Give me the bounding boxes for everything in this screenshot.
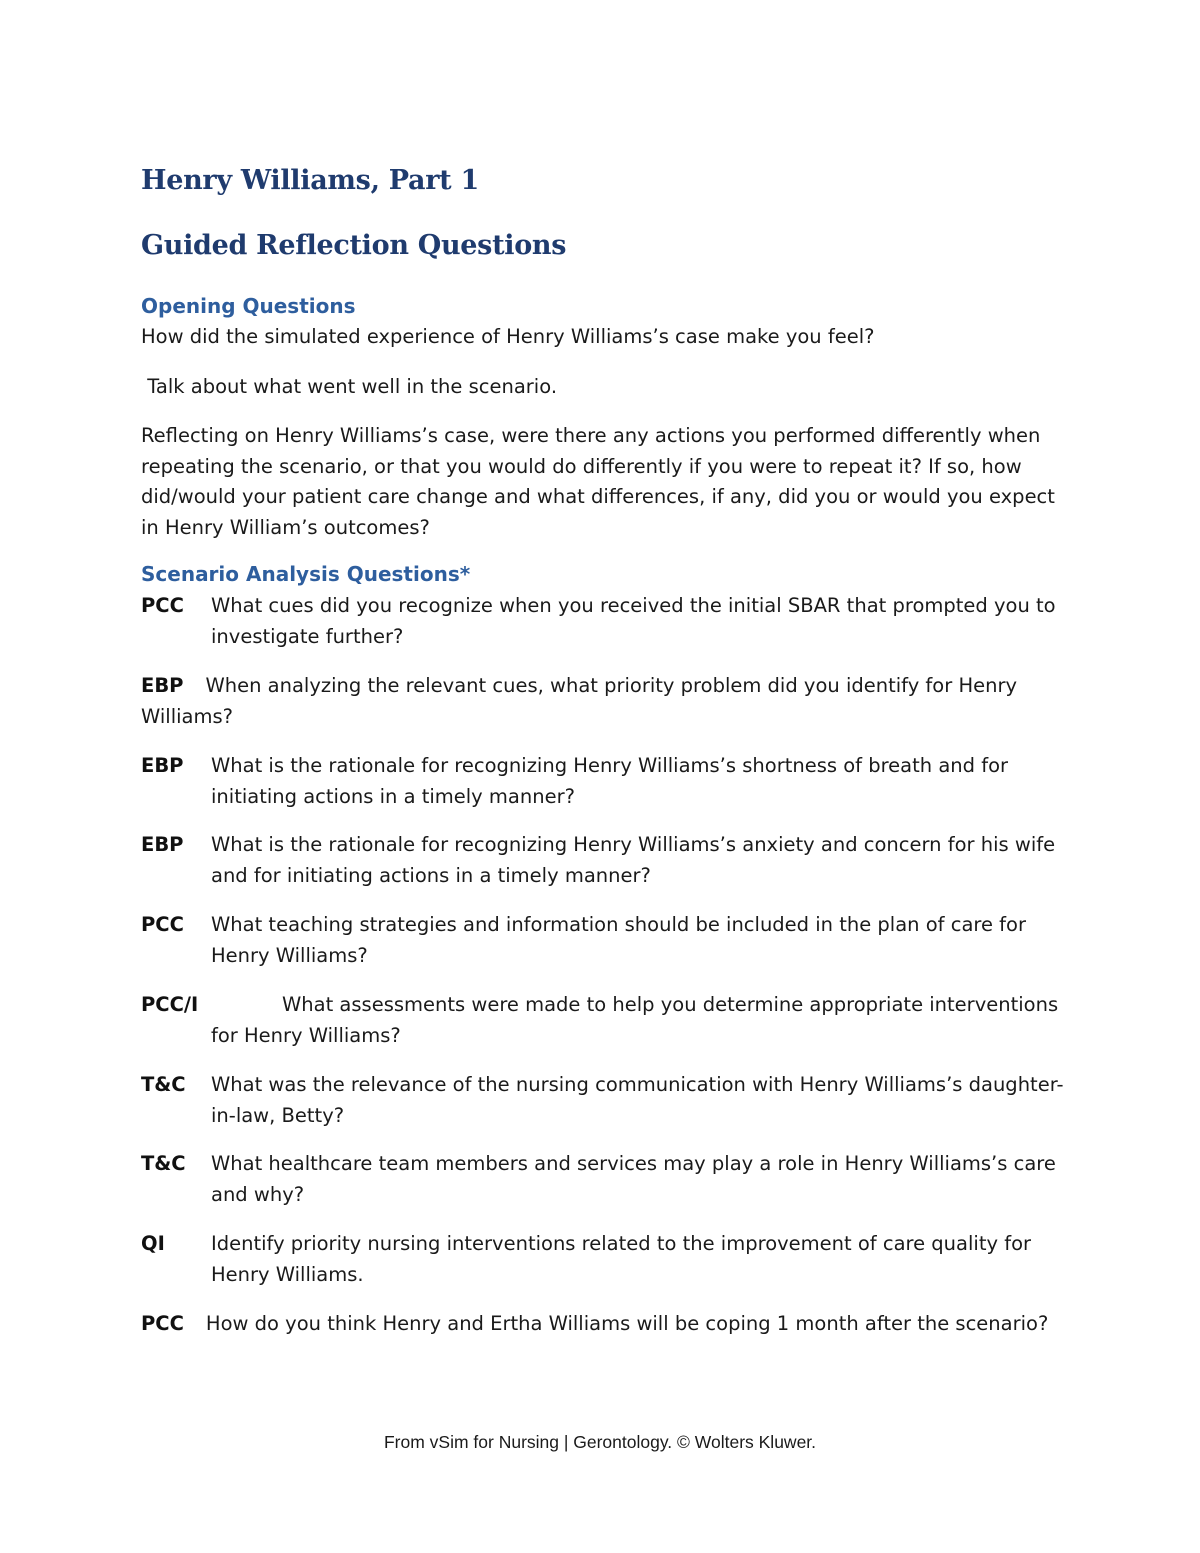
- question-code: EBP: [141, 754, 184, 777]
- question-code: QI: [141, 1232, 165, 1255]
- question-code: PCC: [141, 913, 184, 936]
- question-text: What healthcare team members and services may play a role in Henry Williams’s care and why?: [211, 1152, 1056, 1206]
- page-footer: From vSim for Nursing | Gerontology. © Wolters Kluwer.: [383, 1432, 817, 1452]
- question-text: What is the rationale for recognizing Henry Williams’s shortness of breath and for initiating actions in a timely manner?: [211, 754, 1009, 808]
- analysis-question-10: [141, 1309, 1066, 1340]
- scenario-analysis-heading: Scenario Analysis Questions*: [141, 562, 471, 586]
- opening-question-3: Reflecting on Henry Williams’s case, were there any actions you performed differently when repeating the scenario, or that you would do differently if you were to repeat it? If so, how did/would your patient care change and what differences, if any, did you or would you expect in Henry William’s outcomes?: [141, 424, 1055, 539]
- question-text: What was the relevance of the nursing communication with Henry Williams’s daughter-in-law, Betty?: [211, 1073, 1064, 1127]
- question-code: T&C: [141, 1152, 186, 1175]
- analysis-question-7: [141, 1070, 1066, 1131]
- analysis-question-9: [141, 1229, 1066, 1290]
- question-text: What cues did you recognize when you received the initial SBAR that prompted you to investigate further?: [211, 594, 1056, 648]
- question-text: Identify priority nursing interventions related to the improvement of care quality for Henry Williams.: [211, 1232, 1032, 1286]
- analysis-question-2: [141, 671, 1066, 732]
- question-code: PCC: [141, 594, 184, 617]
- opening-question-1: How did the simulated experience of Henry Williams’s case make you feel?: [141, 325, 875, 348]
- question-code: EBP: [141, 833, 184, 856]
- question-code: EBP: [141, 674, 184, 697]
- analysis-question-8: [141, 1149, 1066, 1210]
- question-text: What teaching strategies and information should be included in the plan of care for Henry Williams?: [211, 913, 1026, 967]
- analysis-question-6: [141, 990, 1066, 1051]
- analysis-question-5: [141, 910, 1066, 971]
- question-code: PCC/I: [141, 993, 199, 1016]
- question-text: How do you think Henry and Ertha Williams will be coping 1 month after the scenario?: [205, 1312, 1049, 1335]
- question-text: When analyzing the relevant cues, what priority problem did you identify for Henry Williams?: [141, 674, 1018, 728]
- opening-question-2: Talk about what went well in the scenario.: [141, 375, 558, 398]
- document-subtitle: Guided Reflection Questions: [141, 230, 567, 261]
- analysis-question-3: [141, 751, 1066, 812]
- analysis-question-1: [141, 591, 1066, 652]
- analysis-question-4: [141, 830, 1066, 891]
- question-code: T&C: [141, 1073, 186, 1096]
- question-text: What assessments were made to help you determine appropriate interventions for Henry Williams?: [211, 993, 1059, 1047]
- question-code: PCC: [141, 1312, 184, 1335]
- opening-questions-heading: Opening Questions: [141, 294, 356, 318]
- question-text: What is the rationale for recognizing Henry Williams’s anxiety and concern for his wife and for initiating actions in a timely manner?: [211, 833, 1056, 887]
- document-title: Henry Williams, Part 1: [141, 165, 479, 196]
